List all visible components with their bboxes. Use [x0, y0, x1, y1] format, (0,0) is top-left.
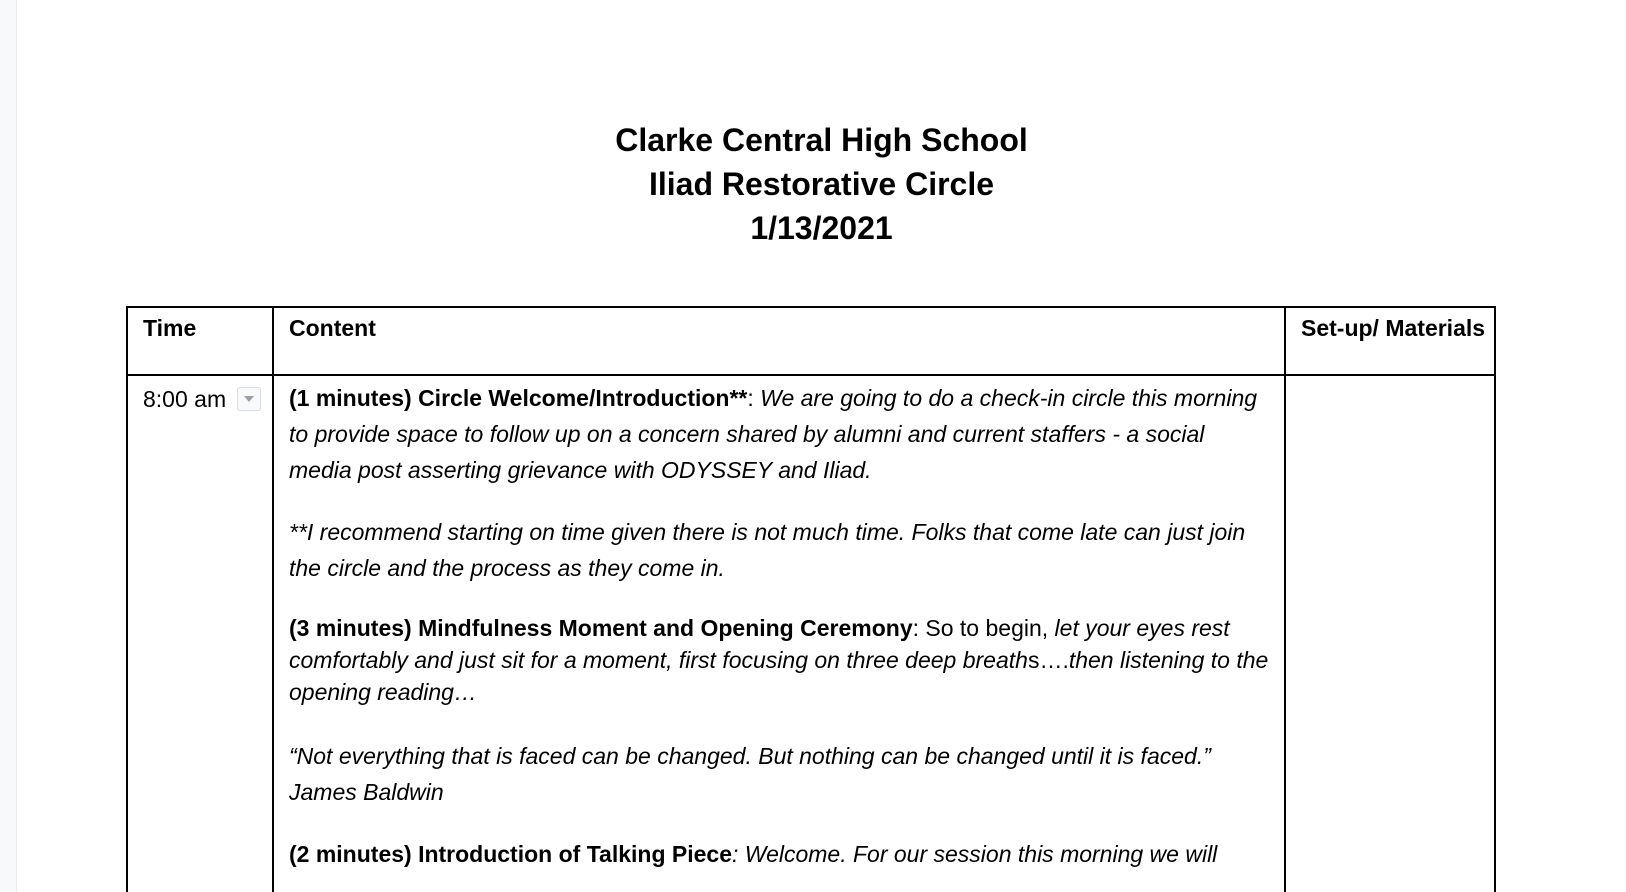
- title-date: 1/13/2021: [750, 210, 893, 246]
- mindfulness-heading: (3 minutes) Mindfulness Moment and Opening Ceremony: [289, 615, 913, 641]
- agenda-table: [126, 306, 1496, 892]
- header-setup-materials[interactable]: [1285, 307, 1495, 375]
- mindfulness-text-2: then listening to the opening reading…: [289, 647, 1269, 705]
- opening-quote: “Not everything that is faced can be changed. But nothing can be changed until it is faced.”: [289, 743, 1211, 769]
- table-row: [127, 375, 1495, 892]
- mindfulness-paragraph: [289, 612, 1270, 708]
- content-cell[interactable]: [273, 375, 1285, 892]
- header-setup-label: Set-up/ Materials: [1301, 315, 1486, 341]
- talking-piece-paragraph: [289, 836, 1270, 872]
- quote-author: James Baldwin: [289, 779, 444, 805]
- mindfulness-plain: s….: [1027, 647, 1069, 673]
- header-content-label: Content: [289, 315, 376, 341]
- facilitator-note: **I recommend starting on time given there is not much time. Folks that come late can just join the circle and the process as they come in.: [289, 519, 1246, 581]
- talking-piece-text: : Welcome. For our session this morning we will: [732, 841, 1218, 867]
- welcome-heading: (1 minutes) Circle Welcome/Introduction**: [289, 385, 748, 411]
- welcome-paragraph: [289, 380, 1270, 488]
- header-time[interactable]: [127, 307, 273, 375]
- left-gutter: [0, 0, 17, 892]
- document-page[interactable]: [17, 0, 1626, 892]
- welcome-colon: :: [747, 385, 761, 411]
- title-school: Clarke Central High School: [615, 122, 1028, 158]
- talking-piece-heading: (2 minutes) Introduction of Talking Piece: [289, 841, 732, 867]
- title-event: Iliad Restorative Circle: [648, 166, 995, 202]
- document-title: [17, 118, 1626, 250]
- mindfulness-text-1: let your eyes rest comfortably and just sit for a moment, first focusing on three deep breath: [289, 615, 1230, 673]
- time-value: 8:00 am: [143, 386, 227, 412]
- setup-materials-cell[interactable]: [1285, 375, 1495, 892]
- time-cell[interactable]: [127, 375, 273, 892]
- mindfulness-colon: : So to begin,: [912, 615, 1055, 641]
- header-time-label: Time: [143, 315, 197, 341]
- table-header-row: [127, 307, 1495, 375]
- dropdown-chevron-icon[interactable]: [237, 387, 261, 411]
- welcome-text: We are going to do a check-in circle this morning to provide space to follow up on a concern shared by alumni and current staffers - a social media post asserting grievance with ODYSSEY and Iliad.: [289, 385, 1258, 483]
- header-content[interactable]: [273, 307, 1285, 375]
